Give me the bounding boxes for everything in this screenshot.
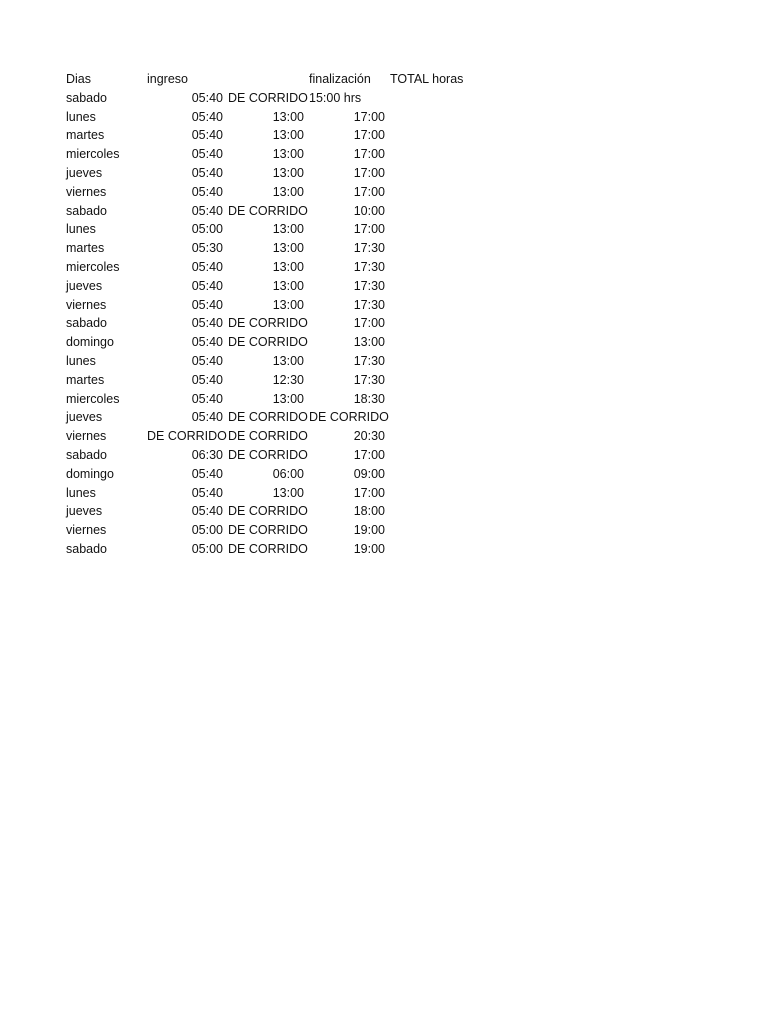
cell-ingreso: 05:30 [191, 241, 223, 256]
table-row [66, 277, 486, 296]
header-ingreso: ingreso [147, 72, 188, 86]
cell-ingreso: 05:40 [191, 372, 223, 387]
cell-salida: 12:30 [272, 372, 304, 387]
table-row [66, 502, 486, 521]
cell-salida: 13:00 [272, 184, 304, 199]
cell-finalizacion: 18:00 [353, 504, 385, 519]
table-row [66, 164, 486, 183]
cell-ingreso: 05:40 [191, 353, 223, 368]
cell-dia: lunes [66, 222, 96, 237]
cell-finalizacion: 17:00 [353, 147, 385, 162]
cell-ingreso: 05:00 [191, 222, 223, 237]
cell-dia: jueves [66, 278, 103, 293]
cell-salida: DE CORRIDO [228, 541, 308, 556]
schedule-sheet [66, 70, 486, 559]
cell-ingreso: 05:00 [191, 523, 223, 538]
cell-salida: 13:00 [272, 128, 304, 143]
cell-dia: lunes [66, 485, 96, 500]
cell-salida: DE CORRIDO [228, 335, 308, 350]
cell-salida: DE CORRIDO [228, 410, 308, 425]
table-row [66, 521, 486, 540]
cell-dia: jueves [66, 165, 103, 180]
table-row [66, 220, 486, 239]
cell-finalizacion: 17:30 [353, 278, 385, 293]
cell-dia: viernes [66, 297, 107, 312]
table-row [66, 239, 486, 258]
header-total-horas: TOTAL horas [390, 72, 464, 86]
cell-salida: DE CORRIDO [228, 203, 308, 218]
cell-finalizacion: 17:30 [353, 353, 385, 368]
cell-salida: 13:00 [272, 278, 304, 293]
cell-finalizacion: 10:00 [353, 203, 385, 218]
cell-ingreso: 05:40 [191, 184, 223, 199]
cell-ingreso: 05:40 [191, 147, 223, 162]
cell-salida: 13:00 [272, 241, 304, 256]
cell-dia: sabado [66, 203, 108, 218]
cell-salida: DE CORRIDO [228, 447, 308, 462]
cell-salida: DE CORRIDO [228, 90, 308, 105]
cell-dia: martes [66, 372, 105, 387]
table-row [66, 89, 486, 108]
cell-finalizacion: 17:00 [353, 109, 385, 124]
cell-salida: 13:00 [272, 165, 304, 180]
table-row [66, 314, 486, 333]
table-row [66, 540, 486, 559]
header-finalizacion: finalización [309, 72, 371, 86]
cell-finalizacion: 17:00 [353, 165, 385, 180]
cell-ingreso: 05:40 [191, 410, 223, 425]
cell-finalizacion: 17:00 [353, 485, 385, 500]
cell-dia: lunes [66, 353, 96, 368]
cell-dia: sabado [66, 90, 108, 105]
table-row [66, 427, 486, 446]
cell-finalizacion: 20:30 [353, 429, 385, 444]
cell-ingreso: 05:40 [191, 466, 223, 481]
cell-finalizacion: 17:00 [353, 184, 385, 199]
cell-finalizacion: 17:30 [353, 372, 385, 387]
cell-ingreso: DE CORRIDO [147, 429, 227, 444]
header-dias: Dias [66, 72, 92, 86]
cell-dia: viernes [66, 184, 107, 199]
table-row [66, 371, 486, 390]
table-row [66, 352, 486, 371]
cell-ingreso: 05:40 [191, 485, 223, 500]
cell-dia: jueves [66, 504, 103, 519]
table-row [66, 126, 486, 145]
cell-dia: lunes [66, 109, 96, 124]
cell-ingreso: 05:40 [191, 128, 223, 143]
cell-dia: miercoles [66, 147, 120, 162]
cell-dia: viernes [66, 523, 107, 538]
table-row [66, 446, 486, 465]
cell-ingreso: 05:00 [191, 541, 223, 556]
cell-salida: 13:00 [272, 485, 304, 500]
cell-dia: martes [66, 128, 105, 143]
header-row [66, 70, 486, 89]
cell-salida: DE CORRIDO [228, 523, 308, 538]
cell-dia: sabado [66, 541, 108, 556]
table-body [66, 89, 486, 559]
table-row [66, 465, 486, 484]
table-row [66, 296, 486, 315]
cell-finalizacion: 17:00 [353, 316, 385, 331]
table-row [66, 484, 486, 503]
cell-salida: 13:00 [272, 222, 304, 237]
cell-salida: 13:00 [272, 259, 304, 274]
cell-dia: miercoles [66, 391, 120, 406]
cell-ingreso: 05:40 [191, 297, 223, 312]
cell-dia: viernes [66, 429, 107, 444]
cell-finalizacion: 15:00 hrs [309, 90, 362, 105]
cell-finalizacion: 19:00 [353, 541, 385, 556]
table-row [66, 202, 486, 221]
cell-dia: sabado [66, 316, 108, 331]
cell-salida: 06:00 [272, 466, 304, 481]
cell-finalizacion: 17:00 [353, 222, 385, 237]
cell-ingreso: 05:40 [191, 391, 223, 406]
cell-dia: miercoles [66, 259, 120, 274]
cell-salida: DE CORRIDO [228, 504, 308, 519]
cell-finalizacion: DE CORRIDO [309, 410, 389, 425]
cell-salida: 13:00 [272, 297, 304, 312]
table-row [66, 333, 486, 352]
cell-salida: 13:00 [272, 109, 304, 124]
cell-ingreso: 05:40 [191, 335, 223, 350]
cell-ingreso: 05:40 [191, 278, 223, 293]
cell-salida: DE CORRIDO [228, 429, 308, 444]
cell-salida: 13:00 [272, 391, 304, 406]
cell-ingreso: 05:40 [191, 165, 223, 180]
cell-finalizacion: 19:00 [353, 523, 385, 538]
cell-ingreso: 05:40 [191, 203, 223, 218]
cell-finalizacion: 13:00 [353, 335, 385, 350]
table-row [66, 183, 486, 202]
cell-ingreso: 05:40 [191, 109, 223, 124]
cell-finalizacion: 17:30 [353, 297, 385, 312]
cell-finalizacion: 09:00 [353, 466, 385, 481]
table-row [66, 408, 486, 427]
cell-finalizacion: 17:00 [353, 447, 385, 462]
cell-ingreso: 05:40 [191, 504, 223, 519]
table-row [66, 390, 486, 409]
cell-dia: domingo [66, 466, 114, 481]
cell-ingreso: 05:40 [191, 259, 223, 274]
cell-dia: domingo [66, 335, 114, 350]
cell-dia: martes [66, 241, 105, 256]
cell-dia: jueves [66, 410, 103, 425]
cell-finalizacion: 18:30 [353, 391, 385, 406]
cell-ingreso: 06:30 [191, 447, 223, 462]
cell-dia: sabado [66, 447, 108, 462]
table-row [66, 258, 486, 277]
cell-finalizacion: 17:00 [353, 128, 385, 143]
cell-ingreso: 05:40 [191, 90, 223, 105]
cell-finalizacion: 17:30 [353, 241, 385, 256]
cell-salida: 13:00 [272, 147, 304, 162]
cell-finalizacion: 17:30 [353, 259, 385, 274]
table-row [66, 145, 486, 164]
cell-salida: DE CORRIDO [228, 316, 308, 331]
table-row [66, 108, 486, 127]
header-blank [228, 70, 304, 89]
cell-ingreso: 05:40 [191, 316, 223, 331]
cell-salida: 13:00 [272, 353, 304, 368]
